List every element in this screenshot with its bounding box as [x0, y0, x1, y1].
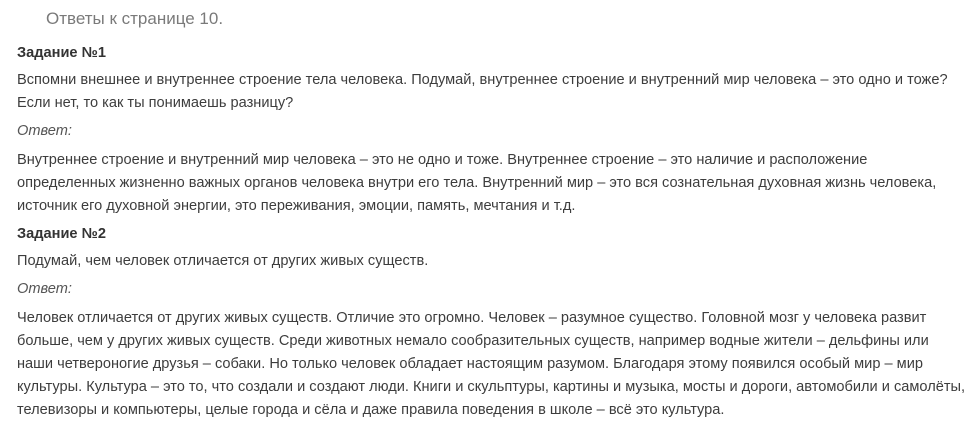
task-1-answer-label: Ответ:: [17, 123, 72, 139]
task-2-question: Подумай, чем человек отличается от других живых существ.: [17, 253, 429, 269]
content: [17, 42, 967, 427]
task-2-answer-label: Ответ:: [17, 281, 72, 297]
task-2: [17, 223, 967, 422]
task-2-heading: Задание №2: [17, 226, 106, 242]
task-1-question: Вспомни внешнее и внутреннее строение тела человека. Подумай, внутреннее строение и внутренний мир человека – это одно и тоже? Если нет, то как ты понимаешь разницу?: [17, 72, 948, 111]
task-1: [17, 42, 967, 218]
task-1-heading: Задание №1: [17, 45, 106, 61]
task-2-answer: Человек отличается от других живых существ. Отличие это огромно. Человек – разумное существо. Головной мозг у человека развит больше, чем у других живых существ. Среди животных немало сообразительных существ, например водные жители – дельфины или наши четвероногие друзья – собаки. Но только человек обладает настоящим разумом. Благодаря этому появился особый мир – мир культуры. Культура – это то, что создали и создают люди. Книги и скульптуры, картины и музыка, мосты и дороги, автомобили и самолёты, телевизоры и компьютеры, целые города и сёла и даже правила поведения в школе – всё это культура.: [17, 310, 966, 418]
task-1-answer: Внутреннее строение и внутренний мир человека – это не одно и тоже. Внутреннее строение – это наличие и расположение определенных жизненно важных органов человека внутри его тела. Внутренний мир – это вся сознательная духовная жизнь человека, источник его духовной энергии, это переживания, эмоции, память, мечтания и т.д.: [17, 152, 937, 214]
page-title: Ответы к странице 10.: [46, 9, 224, 28]
